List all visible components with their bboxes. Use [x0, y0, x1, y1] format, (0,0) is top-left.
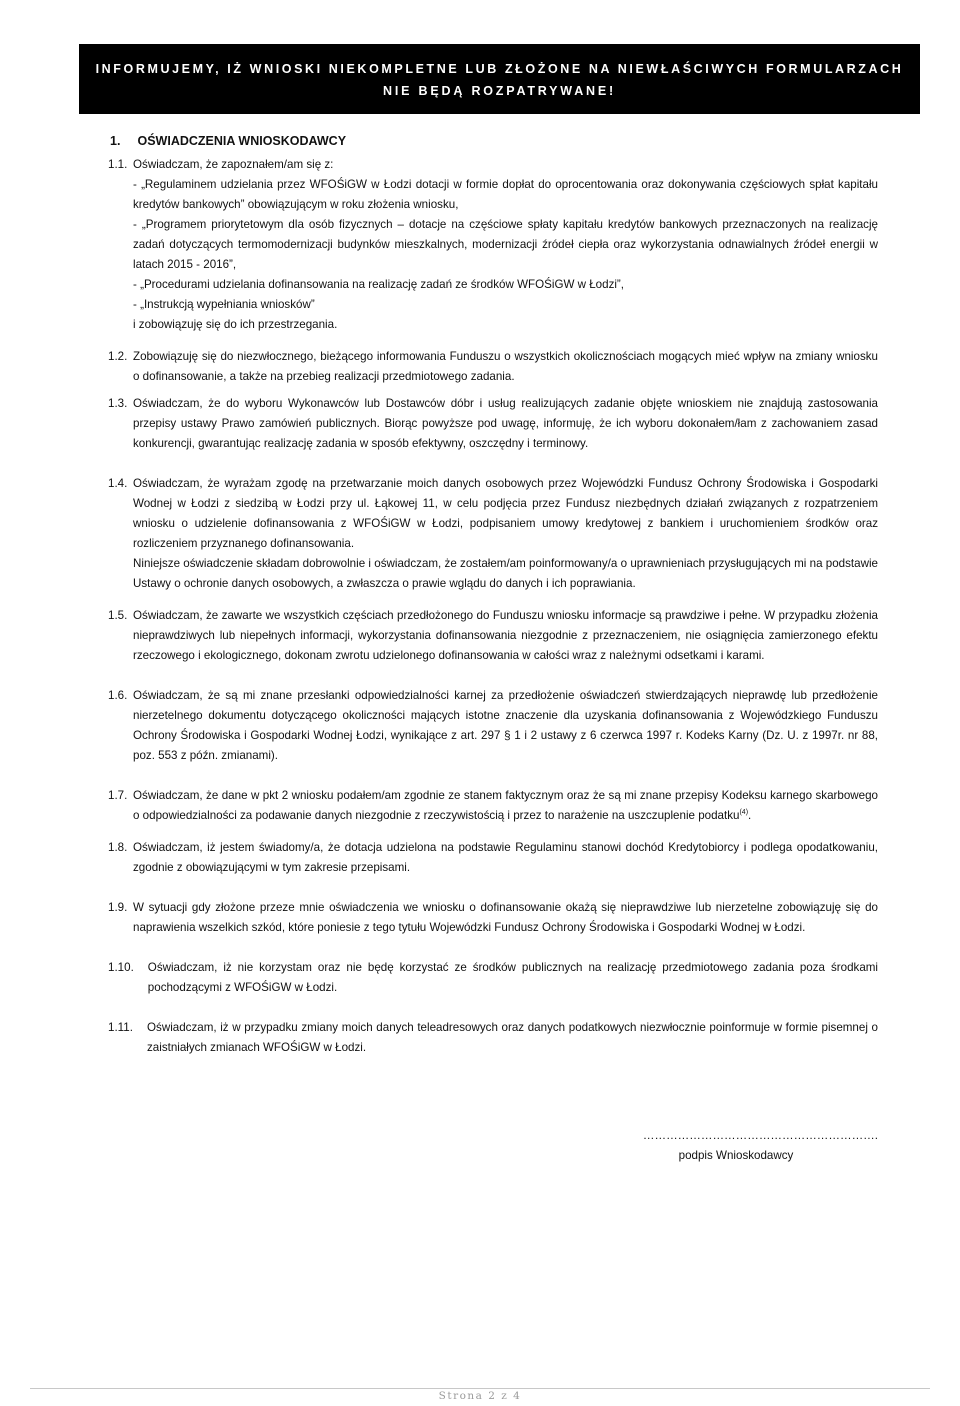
declaration-1-11	[108, 1018, 878, 1058]
declaration-1-5	[108, 606, 878, 666]
declaration-1-10	[108, 958, 878, 998]
item-number: 1.6.	[108, 689, 128, 702]
item-number: 1.10.	[108, 961, 134, 974]
section-heading	[110, 134, 346, 148]
item-text: Oświadczam, że do wyboru Wykonawców lub Dostawców dóbr i usług realizujących zadanie objęte wnioskiem nie znajdują zastosowania przepisy ustawy Prawo zamówień publicznych. Biorąc powyższe pod uwagę, informuję, że ich wyboru dokonałem/łam z zachowaniem zasad konkurencji, gwarantując realizację zadania w sposób efektywny, oszczędny i terminowy.	[133, 397, 878, 450]
footnote-marker: (4)	[739, 809, 749, 817]
footer-divider	[30, 1388, 930, 1389]
warning-banner	[79, 44, 920, 114]
signature-label: podpis Wnioskodawcy	[678, 1149, 794, 1162]
banner-line-1: INFORMUJEMY, IŻ WNIOSKI NIEKOMPLETNE LUB ZŁOŻONE NA NIEWŁAŚCIWYCH FORMULARZACH	[95, 62, 904, 76]
section-title: OŚWIADCZENIA WNIOSKODAWCY	[137, 134, 347, 148]
section-number: 1.	[110, 134, 121, 148]
item-text-end: .	[748, 809, 752, 822]
item-number: 1.4.	[108, 477, 128, 490]
item-text: Zobowiązuję się do niezwłocznego, bieżącego informowania Funduszu o wszystkich okolicznościach mogących mieć wpływ na zmiany wniosku o dofinansowanie, a także na przebieg realizacji przedmiotowego zadania.	[133, 350, 878, 383]
item-number: 1.11.	[108, 1021, 133, 1034]
declaration-1-7	[108, 786, 878, 826]
regulation-item: - „Programem priorytetowym dla osób fizycznych – dotacje na częściowe spłaty kapitału kredytów bankowych przeznaczonych na realizację zadań dotyczących termomodernizacji budynków mieszkalnych, modernizacji źródeł ciepła oraz wykorzystania odnawialnych źródeł energii w latach 2015 - 2016”,	[133, 218, 878, 271]
item-lead: Oświadczam, że zapoznałem/am się z:	[133, 158, 334, 171]
item-number: 1.2.	[108, 350, 128, 363]
item-text: Oświadczam, iż nie korzystam oraz nie będę korzystać ze środków publicznych na realizację przedmiotowego zadania poza środkami pochodzącymi z WFOŚiGW w Łodzi.	[147, 961, 878, 994]
item-text: Oświadczam, iż w przypadku zmiany moich danych teleadresowych oraz danych podatkowych niezwłocznie poinformuje w formie pisemnej o zaistniałych zmianach WFOŚiGW w Łodzi.	[147, 1021, 878, 1054]
regulation-item: - „Regulaminem udzielania przez WFOŚiGW w Łodzi dotacji w formie dopłat do oprocentowania oraz dokonywania częściowych spłat kapitału kredytów bankowych” obowiązującym w roku złożenia wniosku,	[133, 178, 878, 211]
declaration-1-8	[108, 838, 878, 878]
signature-line: …………………………………………………….	[642, 1129, 878, 1142]
item-text: Oświadczam, że dane w pkt 2 wniosku podałem/am zgodnie ze stanem faktycznym oraz że są mi znane przepisy Kodeksu karnego skarbowego o odpowiedzialności za podawanie danych niezgodnie z rzeczywistością i przez to narażenie na uszczuplenie podatku	[133, 789, 878, 822]
declaration-1-6	[108, 686, 878, 766]
signature-block	[594, 1126, 878, 1166]
page-number: Strona 2 z 4	[438, 1390, 522, 1402]
declaration-1-4	[108, 474, 878, 594]
regulation-item: - „Procedurami udzielania dofinansowania na realizację zadań ze środków WFOŚiGW w Łodzi”,	[133, 278, 625, 291]
item-text: Oświadczam, iż jestem świadomy/a, że dotacja udzielona na podstawie Regulaminu stanowi dochód Kredytobiorcy i podlega opodatkowaniu, zgodnie z obowiązującymi w tym zakresie przepisami.	[133, 841, 878, 874]
declarations-list	[108, 155, 878, 1058]
item-number: 1.5.	[108, 609, 128, 622]
item-text: Oświadczam, że są mi znane przesłanki odpowiedzialności karnej za przedłożenie oświadczeń stwierdzających nieprawdę lub przedłożenie nierzetelnego dokumentu dotyczącego okoliczności mających istotne znaczenie dla uzyskania dofinansowania z Wojewódzkiego Funduszu Ochrony Środowiska i Gospodarki Wodnej Łodzi, wynikające z art. 297 § 1 i 2 ustawy z 6 czerwca 1997 r. Kodeks Karny (Dz. U. z 1997r. nr 88, poz. 553 z późn. zmianami).	[133, 689, 878, 762]
item-text: W sytuacji gdy złożone przeze mnie oświadczenia we wniosku o dofinansowanie okażą się nieprawdziwe lub nierzetelne zobowiązuję się do naprawienia wszelkich szkód, które poniesie z tego tytułu Wojewódzki Fundusz Ochrony Środowiska i Gospodarki Wodnej w Łodzi.	[133, 901, 878, 934]
declaration-1-2	[108, 347, 878, 387]
item-number: 1.8.	[108, 841, 128, 854]
banner-line-2: NIE BĘDĄ ROZPATRYWANE!	[383, 84, 616, 98]
item-text-wrapper	[133, 786, 878, 826]
declaration-1-3	[108, 394, 878, 454]
item-text-2: Niniejsze oświadczenie składam dobrowolnie i oświadczam, że zostałem/am poinformowany/a o uprawnieniach przysługujących mi na podstawie Ustawy o ochronie danych osobowych, a zwłaszcza o prawie wglądu do danych i ich poprawiania.	[133, 557, 878, 590]
item-text: Oświadczam, że wyrażam zgodę na przetwarzanie moich danych osobowych przez Wojewódzki Fundusz Ochrony Środowiska i Gospodarki Wodnej w Łodzi z siedzibą w Łodzi przy ul. Łąkowej 11, w celu podjęcia przez Fundusz niezbędnych działań związanych z rozpatrzeniem wniosku o udzielenie dofinansowania z WFOŚiGW w Łodzi, podpisaniem umowy kredytowej z bankiem i uruchomieniem środków oraz rozliczeniem przyznanego dofinansowania.	[133, 477, 878, 550]
regulation-commitment: i zobowiązuję się do ich przestrzegania.	[133, 318, 338, 331]
declaration-1-1	[108, 155, 878, 175]
item-number: 1.1.	[108, 158, 128, 171]
regulations-list	[108, 175, 878, 335]
regulation-item: - „Instrukcją wypełniania wniosków”	[133, 298, 315, 311]
item-number: 1.9.	[108, 901, 128, 914]
item-number: 1.3.	[108, 397, 128, 410]
item-number: 1.7.	[108, 789, 128, 802]
item-text: Oświadczam, że zawarte we wszystkich częściach przedłożonego do Funduszu wniosku informacje są prawdziwe i pełne. W przypadku złożenia nieprawdziwych lub niepełnych informacji, wykorzystania dofinansowania niezgodnie z przeznaczeniem, nie osiągnięcia zamierzonego efektu rzeczowego i ekologicznego, dokonam zwrotu udzielonego dofinansowania w całości wraz z należnymi odsetkami i karami.	[133, 609, 878, 662]
declaration-1-9	[108, 898, 878, 938]
